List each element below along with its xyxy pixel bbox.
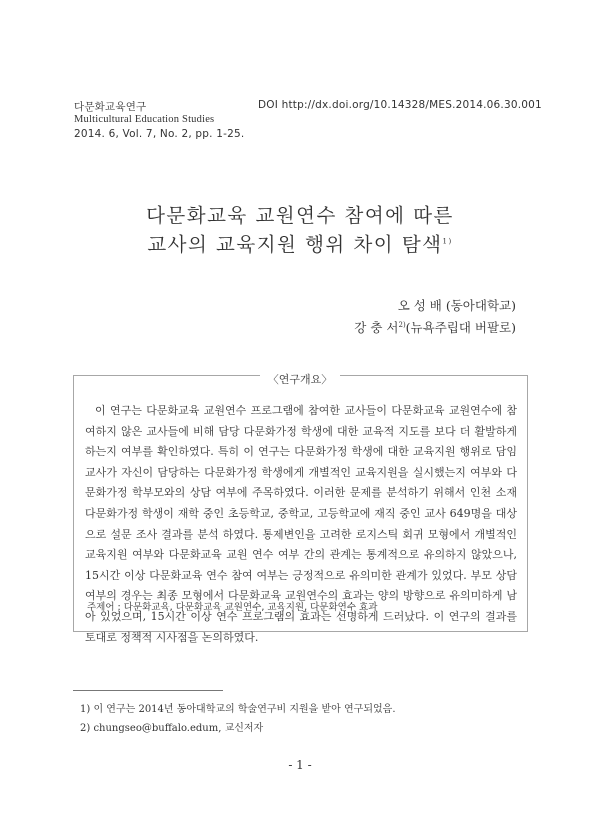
doi-link[interactable]: DOI http://dx.doi.org/10.14328/MES.2014.06.30.001 bbox=[258, 99, 542, 111]
journal-name-ko: 다문화교육연구 bbox=[74, 101, 147, 113]
footnote-2 bbox=[80, 719, 263, 734]
page-number: - 1 - bbox=[288, 758, 312, 772]
title-footnote-mark: 1) bbox=[442, 237, 453, 246]
author-2-footnote-mark: 2) bbox=[398, 320, 406, 329]
author-2-affiliation: (뉴욕주립대 버팔로) bbox=[405, 320, 516, 335]
author-1-affiliation: (동아대학교) bbox=[445, 298, 516, 313]
journal-name-en: Multicultural Education Studies bbox=[74, 114, 215, 125]
author-1 bbox=[398, 296, 516, 314]
keywords-list: 다문화교육, 다문화교육 교원연수, 교육지원, 다문화연수 효과 bbox=[123, 602, 378, 613]
abstract-heading-text: 〈연구개요〉 bbox=[260, 373, 341, 386]
footnote-1-mark: 1) bbox=[80, 704, 91, 715]
author-2 bbox=[354, 318, 516, 336]
footnote-2-text: chungseo@buffalo.edum, 교신저자 bbox=[93, 723, 264, 734]
abstract-body: 이 연구는 다문화교육 교원연수 프로그램에 참여한 교사들이 다문화교육 교원연수에 참여하지 않은 교사들에 비해 담당 다문화가정 학생에 대한 교육적 지도를 보다 더 활발하게 하는지 여부를 확인하였다. 특히 이 연구는 다문화가정 학생에 대한 교육지원 행위로 담임교사가 자신이 담당하는 다문화가정 학생에게 개별적인 교육지원을 실시했는지 여부와 다문화가정 학부모와의 상담 여부에 주목하였다. 이러한 문제를 분석하기 위해서 인천 소재 다문화가정 학생이 재학 중인 초등학교, 중학교, 고등학교에 재직 중인 교사 649명을 대상으로 설문 조사 결과를 분석 하였다. 통제변인을 고려한 로지스틱 회귀 모형에서 개별적인 교육지원 여부와 다문화교육 교원 연수 여부 간의 관계는 통계적으로 유의하지 않았으나, 15시간 이상 다문화교육 연수 참여 여부는 긍정적으로 유의미한 관계가 있었다. 부모 상담 여부의 경우는 최종 모형에서 다문화교육 교원연수의 효과는 양의 방향으로 유의미하게 남아 있었으며, 15시간 이상 연수 프로그램의 효과는 선명하게 드러났다. 이 연구의 결과를 토대로 정책적 시사점을 논의하였다. bbox=[85, 404, 517, 644]
paper-title-line2 bbox=[0, 229, 600, 257]
footnote-1 bbox=[80, 700, 396, 715]
issue-info: 2014. 6, Vol. 7, No. 2, pp. 1-25. bbox=[74, 128, 245, 140]
keywords-label: 주제어 : bbox=[87, 602, 124, 613]
abstract-heading bbox=[0, 368, 600, 387]
author-1-name: 오 성 배 bbox=[397, 298, 442, 313]
paper-title-line1: 다문화교육 교원연수 참여에 따른 bbox=[146, 204, 454, 227]
keywords bbox=[87, 599, 377, 613]
footnote-2-mark: 2) bbox=[80, 723, 91, 734]
author-2-name: 강 충 서 bbox=[354, 320, 399, 335]
footnote-divider bbox=[73, 690, 223, 691]
paper-title-line2-text: 교사의 교육지원 행위 차이 탐색 bbox=[147, 233, 443, 256]
footnote-1-text: 이 연구는 2014년 동아대학교의 학술연구비 지원을 받아 연구되었음. bbox=[93, 704, 396, 715]
